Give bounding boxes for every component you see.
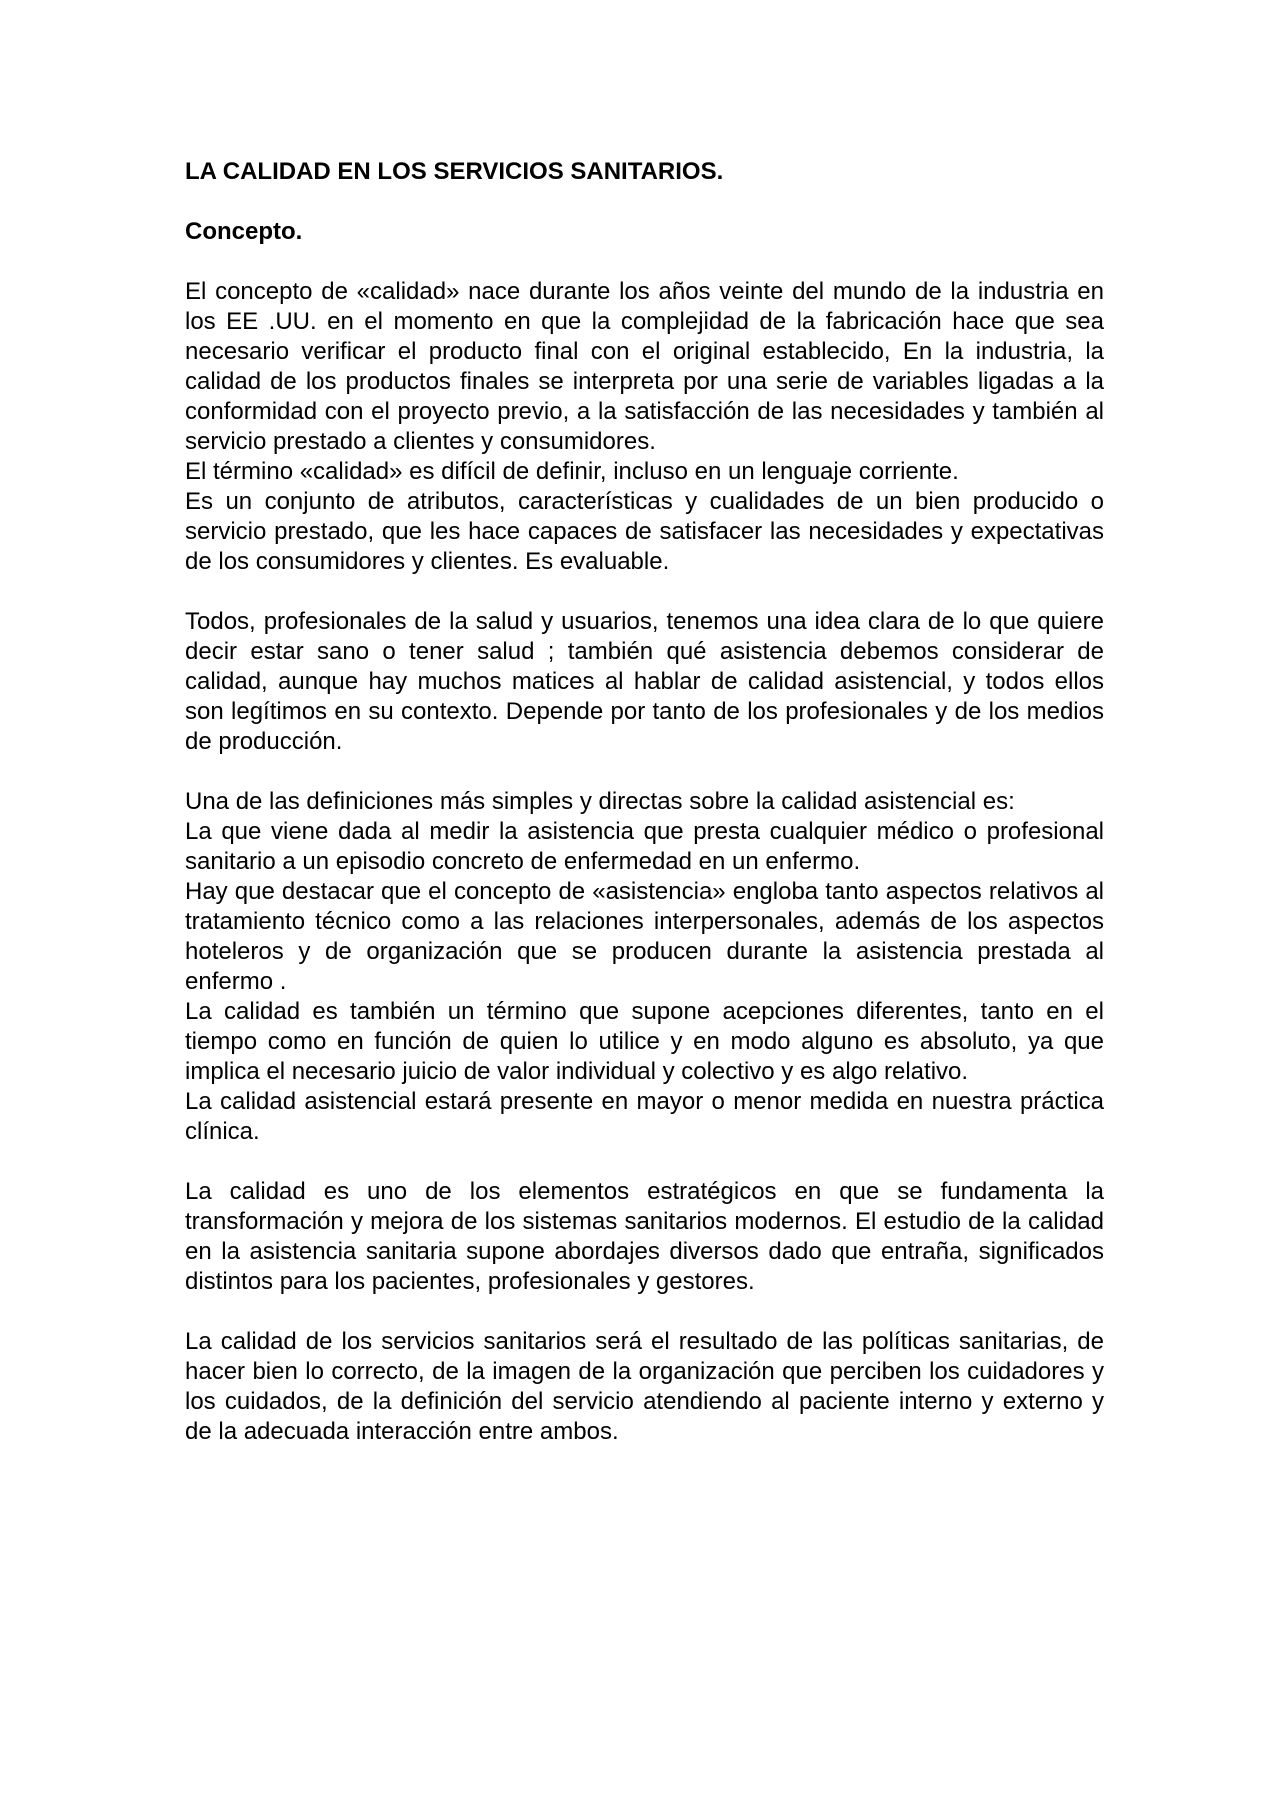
paragraph: La calidad es también un término que supone acepciones diferentes, tanto en el tiempo como en función de quien lo utilice y en modo alguno es absoluto, ya que implica el necesario juicio de valor individual y colectivo y es algo relativo. (185, 998, 1104, 1085)
paragraph: Hay que destacar que el concepto de «asistencia» engloba tanto aspectos relativos al tratamiento técnico como a las relaciones interpersonales, además de los aspectos hoteleros y de organización que se producen durante la asistencia prestada al enfermo . (185, 878, 1104, 995)
paragraph: El concepto de «calidad» nace durante los años veinte del mundo de la industria en los EE .UU. en el momento en que la complejidad de la fabricación hace que sea necesario verificar el producto final con el original establecido, En la industria, la calidad de los productos finales se interpreta por una serie de variables ligadas a la conformidad con el proyecto previo, a la satisfacción de las necesidades y también al servicio prestado a clientes y consumidores. (185, 278, 1104, 455)
paragraph: Es un conjunto de atributos, características y cualidades de un bien producido o servicio prestado, que les hace capaces de satisfacer las necesidades y expectativas de los consumidores y clientes. Es evaluable. (185, 488, 1104, 575)
paragraph: La calidad de los servicios sanitarios será el resultado de las políticas sanitarias, de hacer bien lo correcto, de la imagen de la organización que perciben los cuidadores y los cuidados, de la definición del servicio atendiendo al paciente interno y externo y de la adecuada interacción entre ambos. (185, 1328, 1104, 1445)
paragraph: La calidad es uno de los elementos estratégicos en que se fundamenta la transformación y mejora de los sistemas sanitarios modernos. El estudio de la calidad en la asistencia sanitaria supone abordajes diversos dado que entraña, significados distintos para los pacientes, profesionales y gestores. (185, 1178, 1104, 1295)
section-heading-concepto: Concepto. (185, 218, 303, 245)
document-body (185, 157, 1104, 1447)
section-salud (185, 607, 1104, 757)
section-calidad-asistencial (185, 787, 1104, 1147)
section-definicion (185, 277, 1104, 577)
paragraph: La calidad asistencial estará presente en mayor o menor medida en nuestra práctica clínica. (185, 1088, 1104, 1145)
paragraph: El término «calidad» es difícil de definir, incluso en un lenguaje corriente. (185, 458, 959, 485)
paragraph: Todos, profesionales de la salud y usuarios, tenemos una idea clara de lo que quiere decir estar sano o tener salud ; también qué asistencia debemos considerar de calidad, aunque hay muchos matices al hablar de calidad asistencial, y todos ellos son legítimos en su contexto. Depende por tanto de los profesionales y de los medios de producción. (185, 608, 1104, 755)
paragraph: La que viene dada al medir la asistencia que presta cualquier médico o profesional sanitario a un episodio concreto de enfermedad en un enfermo. (185, 818, 1104, 875)
document-title: LA CALIDAD EN LOS SERVICIOS SANITARIOS. (185, 158, 724, 185)
section-servicios-sanitarios (185, 1327, 1104, 1447)
paragraph: Una de las definiciones más simples y directas sobre la calidad asistencial es: (185, 788, 1015, 815)
section-elementos-estrategicos (185, 1177, 1104, 1297)
